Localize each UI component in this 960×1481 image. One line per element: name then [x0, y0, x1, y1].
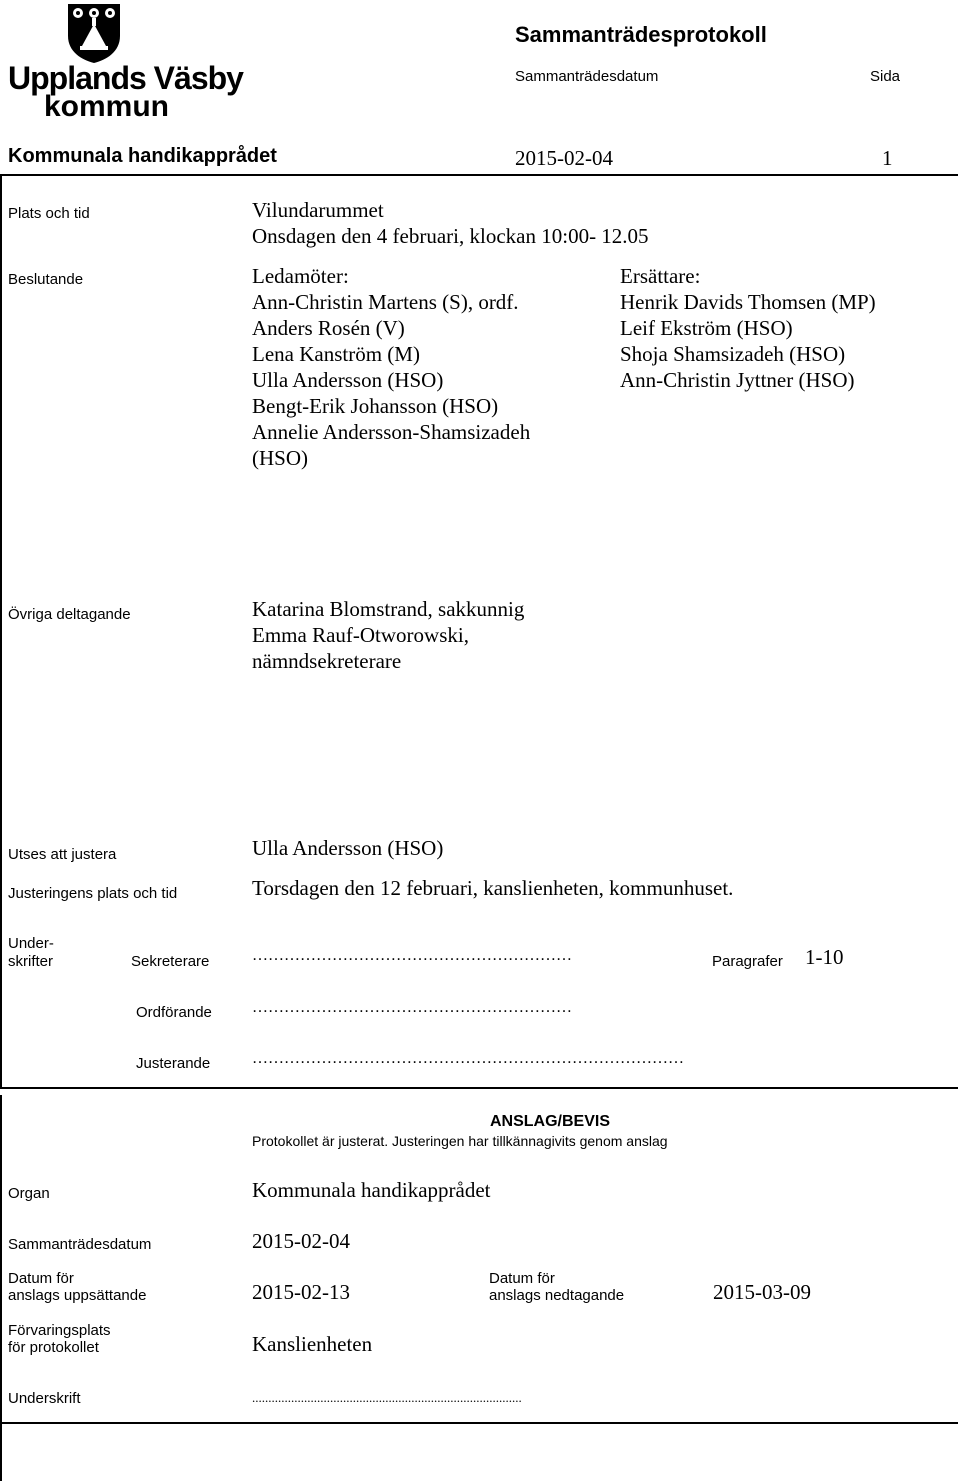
notice-title: ANSLAG/BEVIS	[490, 1113, 611, 1130]
signatures-divider	[0, 1087, 958, 1089]
adjuster-sign-label: Justerande	[136, 1055, 211, 1072]
member-item: Anders Rosén (V)	[252, 316, 405, 340]
signatures-label-line2: skrifter	[8, 953, 53, 970]
removed-date-label-line1: Datum för	[489, 1270, 555, 1287]
others-label: Övriga deltagande	[8, 606, 131, 623]
time-text: Onsdagen den 4 februari, klockan 10:00- 12.05	[252, 224, 649, 248]
storage-value: Kanslienheten	[252, 1332, 373, 1356]
other-participant: nämndsekreterare	[252, 649, 402, 673]
removed-date-label-line2: anslags nedtagande	[489, 1287, 625, 1304]
member-item: Ulla Andersson (HSO)	[252, 368, 444, 392]
members-heading: Ledamöter:	[252, 264, 349, 288]
removed-date-value: 2015-03-09	[713, 1280, 811, 1304]
substitute-item: Henrik Davids Thomsen (MP)	[620, 290, 876, 314]
coat-of-arms-icon	[66, 2, 122, 64]
logo-name-line1: Upplands Väsby	[8, 60, 243, 96]
secretary-label: Sekreterare	[131, 953, 210, 970]
meeting-date-value: 2015-02-04	[515, 146, 613, 170]
signatures-label	[8, 935, 54, 971]
other-participant: Emma Rauf-Otworowski,	[252, 623, 469, 647]
paragraphs-label: Paragrafer	[712, 953, 783, 970]
posted-date-label-line2: anslags uppsättande	[8, 1287, 147, 1304]
substitutes-block	[620, 263, 876, 393]
left-border-top	[0, 174, 2, 1089]
place-label: Plats och tid	[8, 205, 90, 222]
page-value: 1	[882, 146, 893, 170]
paragraphs-value: 1-10	[805, 945, 844, 969]
adjuster-value: Ulla Andersson (HSO)	[252, 836, 444, 860]
removed-date-label	[489, 1270, 624, 1304]
header-divider	[0, 174, 958, 176]
notice-bottom-divider	[0, 1422, 958, 1424]
place-block	[252, 197, 649, 249]
logo-name-line2: kommun	[44, 90, 170, 123]
posted-date-label-line1: Datum för	[8, 1270, 74, 1287]
notice-signature-label: Underskrift	[8, 1390, 81, 1407]
substitutes-heading: Ersättare:	[620, 264, 701, 288]
substitute-item: Leif Ekström (HSO)	[620, 316, 793, 340]
organ-label: Organ	[8, 1185, 50, 1202]
storage-label-line2: för protokollet	[8, 1339, 99, 1356]
posted-date-value: 2015-02-13	[252, 1280, 350, 1304]
body-name: Kommunala handikapprådet	[8, 145, 277, 167]
storage-label-line1: Förvaringsplats	[8, 1322, 111, 1339]
signatures-label-line1: Under-	[8, 935, 54, 952]
chair-signature-line: ……………………………………………………	[252, 999, 572, 1016]
adjuster-label: Utses att justera	[8, 846, 117, 863]
others-block	[252, 596, 524, 674]
meeting-date-label: Sammanträdesdatum	[515, 68, 659, 85]
chair-label: Ordförande	[136, 1004, 212, 1021]
storage-label	[8, 1322, 111, 1356]
document-title: Sammanträdesprotokoll	[515, 22, 767, 47]
secretary-signature-line: ……………………………………………………	[252, 947, 572, 964]
place-text: Vilundarummet	[252, 198, 384, 222]
substitute-item: Shoja Shamsizadeh (HSO)	[620, 342, 846, 366]
adjuster-signature-line: ………………………………………………………………………	[252, 1050, 684, 1067]
notice-date-value: 2015-02-04	[252, 1229, 350, 1253]
substitute-item: Ann-Christin Jyttner (HSO)	[620, 368, 855, 392]
notice-signature-line: ...................................................................................	[252, 1390, 522, 1405]
member-item: Lena Kanström (M)	[252, 342, 420, 366]
organ-value: Kommunala handikapprådet	[252, 1178, 491, 1202]
posted-date-label	[8, 1270, 146, 1304]
members-block	[252, 263, 530, 471]
member-item: Ann-Christin Martens (S), ordf.	[252, 290, 519, 314]
adjust-place-label: Justeringens plats och tid	[8, 885, 178, 902]
adjust-place-value: Torsdagen den 12 februari, kanslienheten, kommunhuset.	[252, 876, 734, 900]
notice-subtitle: Protokollet är justerat. Justeringen har tillkännagivits genom anslag	[252, 1133, 668, 1149]
notice-date-label: Sammanträdesdatum	[8, 1236, 152, 1253]
member-item: Annelie Andersson-Shamsizadeh	[252, 420, 531, 444]
decisive-label: Beslutande	[8, 271, 84, 288]
other-participant: Katarina Blomstrand, sakkunnig	[252, 597, 525, 621]
member-item: Bengt-Erik Johansson (HSO)	[252, 394, 499, 418]
page-label: Sida	[870, 68, 901, 85]
member-item: (HSO)	[252, 446, 308, 470]
